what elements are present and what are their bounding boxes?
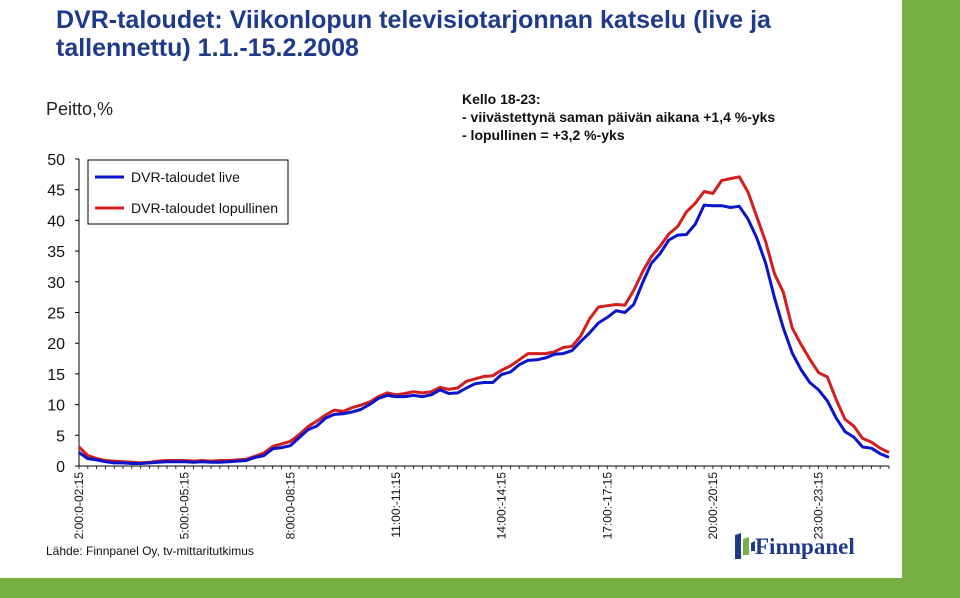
x-tick-label: 14:00:-14:15 bbox=[494, 472, 509, 540]
x-tick-label: 23:00:-23:15 bbox=[811, 472, 826, 540]
legend-label: DVR-taloudet lopullinen bbox=[131, 200, 279, 216]
x-tick-label: 2:00:0-02:15 bbox=[72, 472, 86, 540]
y-tick-label: 15 bbox=[47, 366, 65, 384]
logo-text: Finnpanel bbox=[755, 534, 855, 559]
finnpanel-logo bbox=[733, 529, 873, 563]
x-tick-label: 8:00:0-08:15 bbox=[283, 472, 298, 540]
y-tick-label: 30 bbox=[47, 274, 65, 292]
y-tick-label: 25 bbox=[47, 305, 65, 323]
x-tick-label: 20:00:-20:15 bbox=[705, 472, 720, 540]
logo-mark-icon bbox=[733, 531, 757, 561]
x-tick-label: 5:00:0-05:15 bbox=[177, 472, 192, 540]
y-tick-label: 45 bbox=[47, 182, 65, 200]
y-tick-label: 40 bbox=[47, 213, 65, 231]
y-tick-label: 5 bbox=[56, 428, 65, 446]
legend-label: DVR-taloudet live bbox=[131, 169, 240, 185]
y-tick-label: 20 bbox=[47, 336, 65, 354]
y-tick-label: 10 bbox=[47, 397, 65, 415]
page-title: DVR-taloudet: Viikonlopun televisiotarjonnan katselu (live ja tallennettu) 1.1.-15.2.2008 bbox=[56, 6, 771, 62]
annotation-line-2: - lopullinen = +3,2 %-yks bbox=[462, 127, 625, 143]
y-tick-label: 35 bbox=[47, 244, 65, 262]
x-tick-label: 11:00:-11:15 bbox=[388, 472, 403, 538]
y-tick-label: 50 bbox=[47, 152, 65, 169]
x-tick-label: 17:00:-17:15 bbox=[600, 472, 615, 540]
source-note: Lähde: Finnpanel Oy, tv-mittaritutkimus bbox=[46, 544, 254, 558]
annotation-heading: Kello 18-23: bbox=[462, 91, 541, 107]
y-tick-label: 0 bbox=[56, 459, 65, 476]
y-axis-label: Peitto,% bbox=[46, 99, 114, 119]
annotation-line-1: - viivästettynä saman päivän aikana +1,4 %-yks bbox=[462, 109, 776, 125]
